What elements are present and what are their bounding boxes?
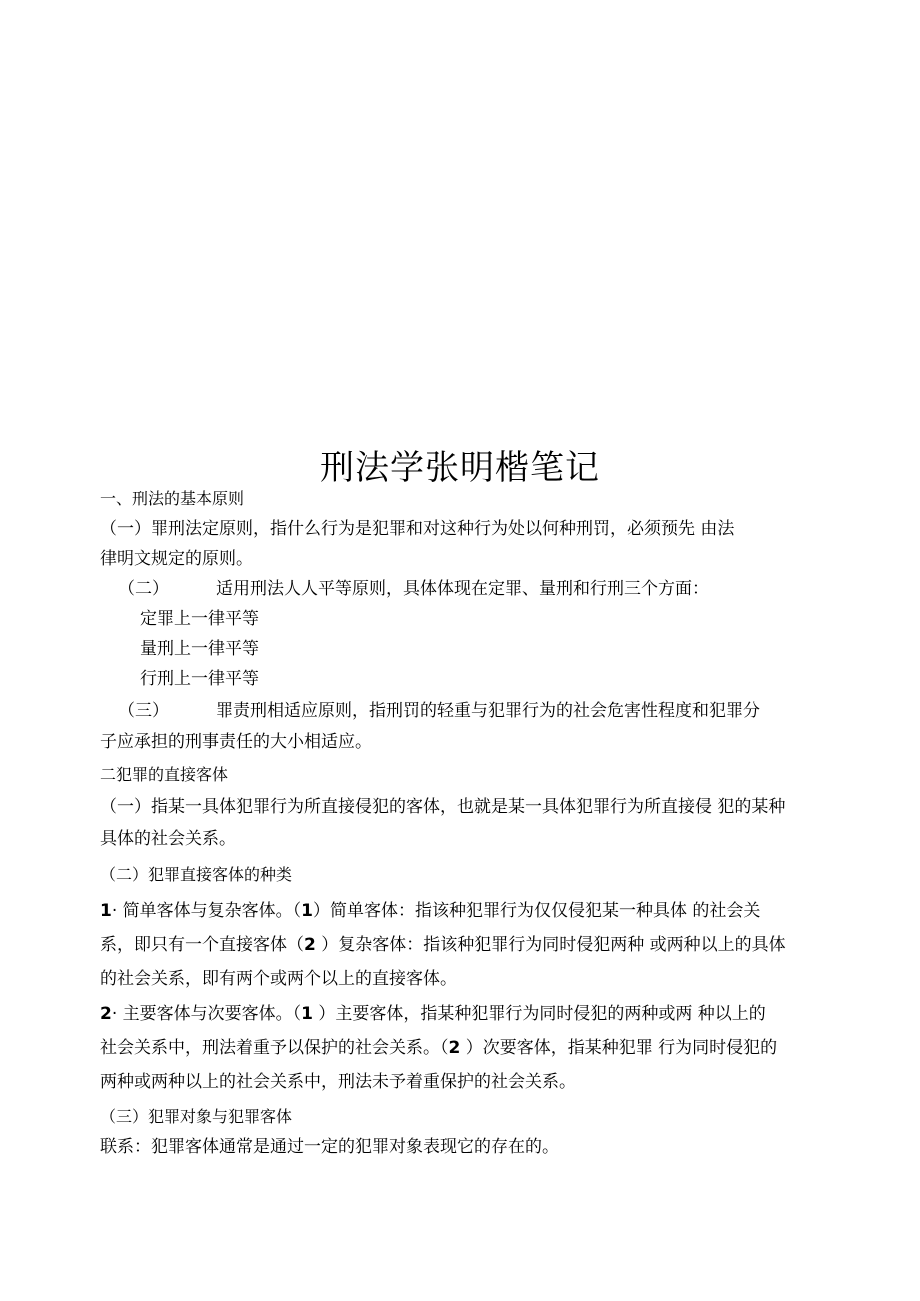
item-number: 1	[301, 901, 313, 921]
text-segment: ）简单客体：指该种犯罪行为仅仅侵犯某一种具体 的社会关	[313, 901, 761, 921]
list-item: 量刑上一律平等	[140, 639, 259, 659]
subsection-heading: （三）犯罪对象与犯罪客体	[100, 1107, 293, 1126]
text-segment: · 主要客体与次要客体。（	[111, 1004, 302, 1024]
paragraph-line: 联系：犯罪客体通常是通过一定的犯罪对象表现它的存在的。	[100, 1137, 559, 1157]
item-number: 1	[301, 1004, 313, 1024]
paragraph-line: （一）罪刑法定原则，指什么行为是犯罪和对这种行为处以何种刑罚，必须预先 由法	[100, 519, 735, 539]
item-number: 2	[100, 1004, 112, 1024]
list-item: 定罪上一律平等	[140, 609, 259, 629]
paragraph-line: 两种或两种以上的社会关系中，刑法未予着重保护的社会关系。	[100, 1072, 576, 1092]
paragraph-line: （一）指某一具体犯罪行为所直接侵犯的客体，也就是某一具体犯罪行为所直接侵 犯的某种	[100, 797, 786, 817]
list-item: 行刑上一律平等	[140, 669, 259, 689]
paragraph-line: 具体的社会关系。	[100, 829, 236, 849]
paragraph-line: 适用刑法人人平等原则，具体体现在定罪、量刑和行刑三个方面：	[216, 579, 709, 599]
paragraph-line: 罪责刑相适应原则，指刑罚的轻重与犯罪行为的社会危害性程度和犯罪分	[216, 701, 760, 721]
document-title: 刑法学张明楷笔记	[320, 448, 600, 488]
text-segment: 社会关系中，刑法着重予以保护的社会关系。（	[100, 1038, 449, 1058]
list-marker: （三）	[118, 701, 169, 721]
paragraph-line	[100, 1037, 777, 1059]
list-marker: （二）	[118, 579, 169, 599]
text-segment: 系，即只有一个直接客体（	[100, 935, 304, 955]
paragraph-line	[100, 900, 760, 922]
subsection-heading: （二）犯罪直接客体的种类	[100, 865, 293, 884]
paragraph-line: 律明文规定的原则。	[100, 549, 253, 569]
section-heading-1: 一、刑法的基本原则	[100, 489, 245, 508]
section-heading-2: 二犯罪的直接客体	[100, 765, 229, 784]
item-number: 2	[448, 1038, 461, 1058]
paragraph-line	[100, 1003, 766, 1025]
paragraph-line: 的社会关系，即有两个或两个以上的直接客体。	[100, 969, 457, 989]
text-segment: ）主要客体，指某种犯罪行为同时侵犯的两种或两 种以上的	[313, 1004, 766, 1024]
text-segment: ）次要客体，指某种犯罪 行为同时侵犯的	[460, 1038, 778, 1058]
text-segment: · 简单客体与复杂客体。（	[111, 901, 302, 921]
paragraph-line: 子应承担的刑事责任的大小相适应。	[100, 732, 372, 752]
paragraph-line	[100, 934, 786, 956]
text-segment: ）复杂客体：指该种犯罪行为同时侵犯两种 或两种以上的具体	[315, 935, 786, 955]
item-number: 1	[100, 901, 112, 921]
item-number: 2	[304, 935, 316, 955]
